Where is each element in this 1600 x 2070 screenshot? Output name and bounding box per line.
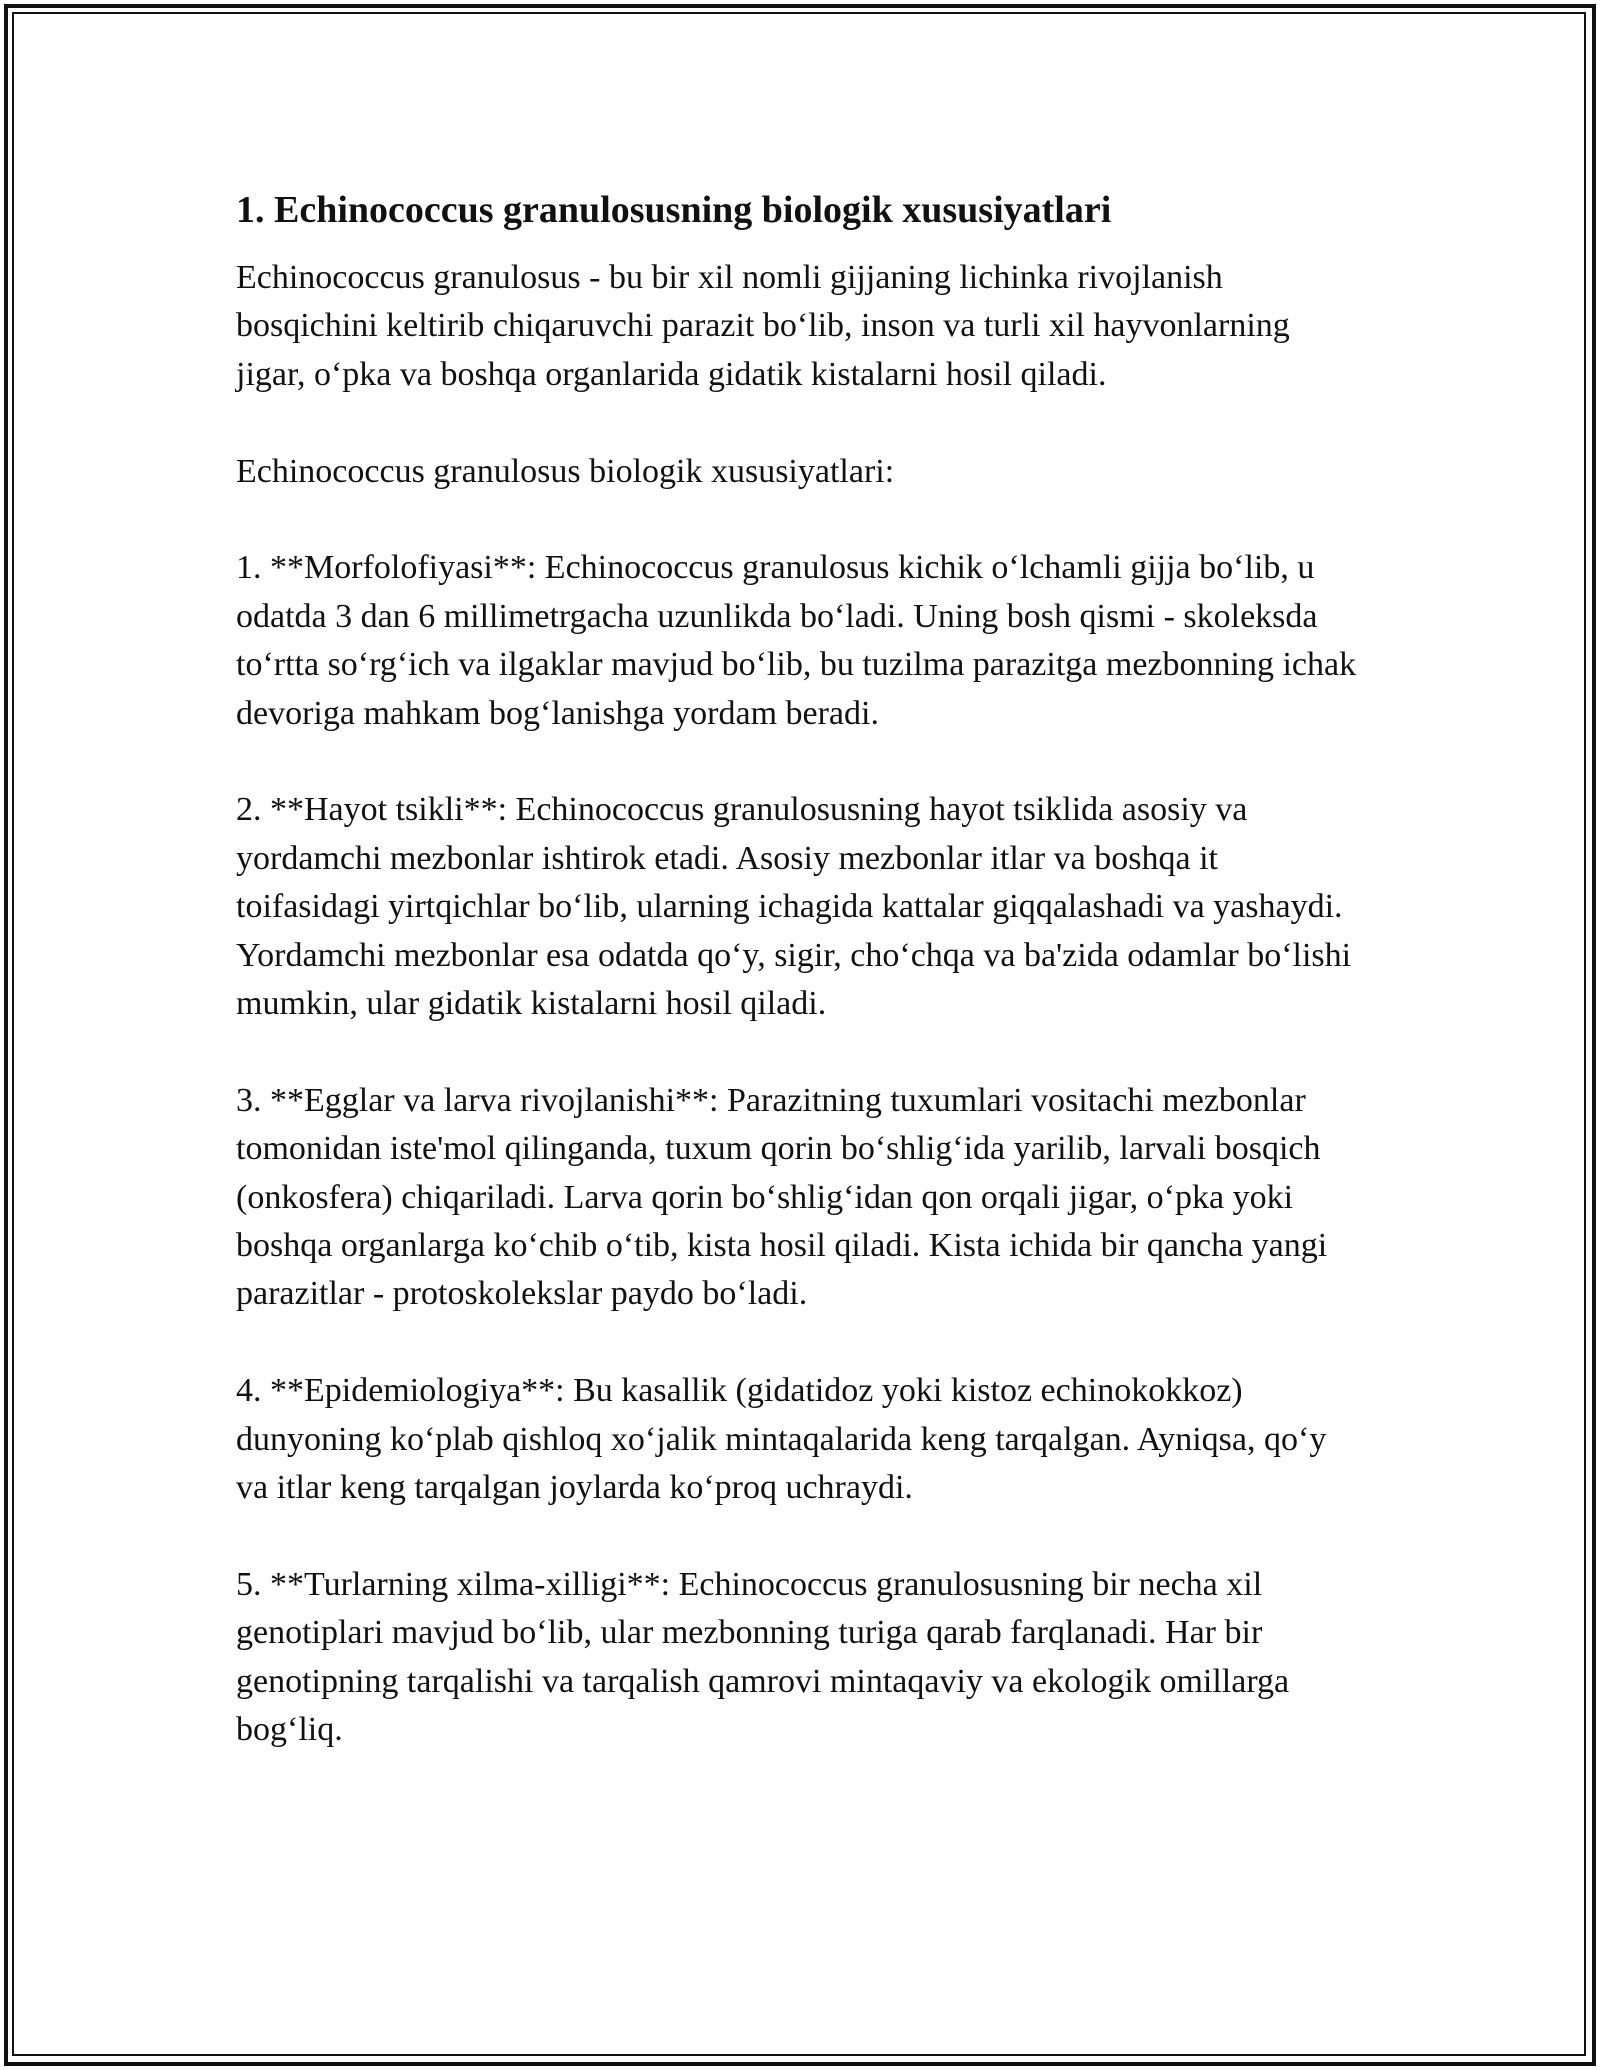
paragraph-intro: Echinococcus granulosus - bu bir xil nomli gijjaning lichinka rivojlanish bosqichini keltirib chiqaruvchi parazit bo‘lib, inson va turli xil hayvonlarning jigar, o‘pka va boshqa organlarida gidatik kistalarni hosil qiladi. <box>236 259 1290 393</box>
paragraph-epidemiology: 4. **Epidemiologiya**: Bu kasallik (gidatidoz yoki kistoz echinokokkoz) dunyoning ko‘plab qishloq xo‘jalik mintaqalarida keng tarqalgan. Ayniqsa, qo‘y va itlar keng tarqalgan joylarda ko‘proq uchraydi. <box>236 1372 1327 1507</box>
document-body <box>236 186 1366 1803</box>
paragraph-diversity: 5. **Turlarning xilma-xilligi**: Echinococcus granulosusning bir necha xil genotiplari mavjud bo‘lib, ular mezbonning turiga qarab farqlanadi. Har bir genotipning tarqalishi va tarqalish qamrovi mintaqaviy va ekologik omillarga bog‘liq. <box>236 1565 1290 1749</box>
paragraph-morphology: 1. **Morfolofiyasi**: Echinococcus granulosus kichik o‘lchamli gijja bo‘lib, u odatda 3 dan 6 millimetrgacha uzunlikda bo‘ladi. Uning bosh qismi - skoleksda to‘rtta so‘rg‘ich va ilgaklar mavjud bo‘lib, bu tuzilma parazitga mezbonning ichak devoriga mahkam bog‘lanishga yordam beradi. <box>236 549 1357 732</box>
paragraph-eggs-larva: 3. **Egglar va larva rivojlanishi**: Parazitning tuxumlari vositachi mezbonlar tomonidan iste'mol qilinganda, tuxum qorin bo‘shlig‘ida yarilib, larvali bosqich (onkosfera) chiqariladi. Larva qorin bo‘shlig‘idan qon orqali jigar, o‘pka yoki boshqa organlarga ko‘chib o‘tib, kista hosil qiladi. Kista ichida bir qancha yangi parazitlar - protoskolekslar paydo bo‘ladi. <box>236 1081 1328 1313</box>
paragraph-list-heading: Echinococcus granulosus biologik xususiyatlari: <box>236 452 895 490</box>
document-title: 1. Echinococcus granulosusning biologik xususiyatlari <box>236 189 1112 231</box>
paragraph-life-cycle: 2. **Hayot tsikli**: Echinococcus granulosusning hayot tsiklida asosiy va yordamchi mezbonlar ishtirok etadi. Asosiy mezbonlar itlar va boshqa it toifasidagi yirtqichlar bo‘lib, ularning ichagida kattalar giqqalashadi va yashaydi. Yordamchi mezbonlar esa odatda qo‘y, sigir, cho‘chqa va ba'zida odamlar bo‘lishi mumkin, ular gidatik kistalarni hosil qiladi. <box>236 791 1352 1023</box>
